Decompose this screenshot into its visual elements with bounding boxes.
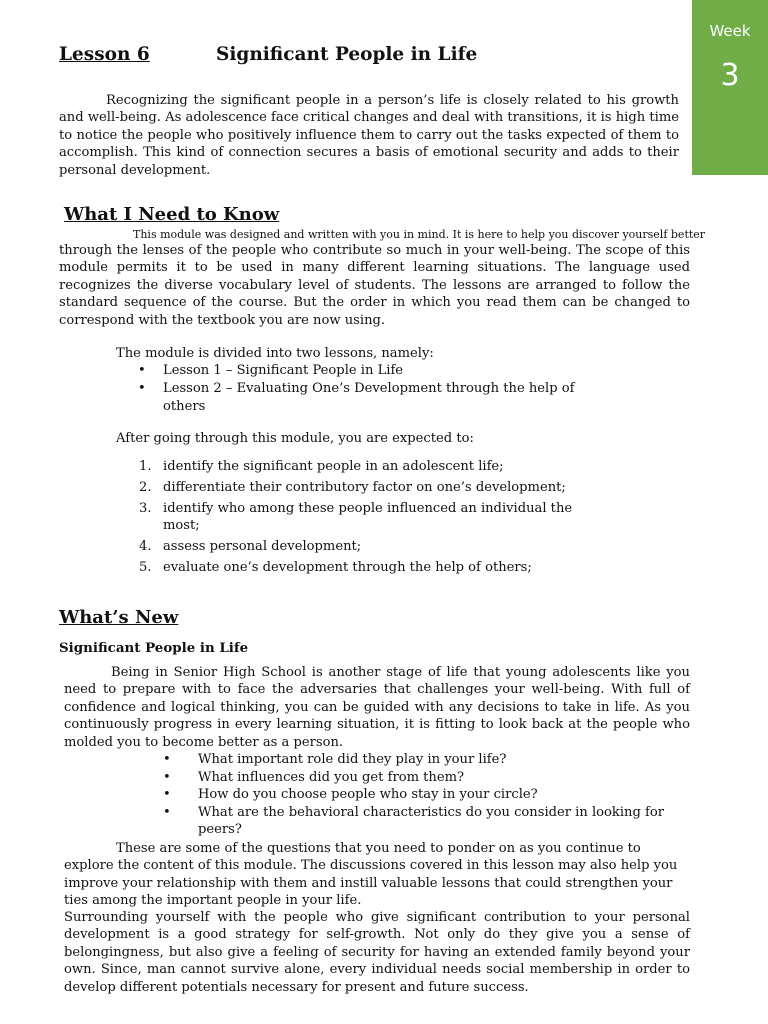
list-text: identify the significant people in an adolescent life; (163, 459, 504, 474)
lesson-title: Significant People in Life (216, 44, 478, 65)
list-item (139, 538, 609, 555)
lesson-title-row (59, 44, 478, 65)
questions-list (163, 751, 690, 839)
need-to-know-heading: What I Need to Know (64, 204, 280, 225)
list-item: • How do you choose people who stay in your circle? (163, 786, 690, 804)
list-number: 1. (139, 459, 152, 474)
list-item (139, 500, 609, 535)
lesson-label: Lesson 6 (59, 44, 150, 65)
whats-new-paragraph-2: These are some of the questions that you need to ponder on as you continue to explore the content of this module. The discussions covered in this lesson may also help you improve your relationship with them and instill valuable lessons that could strengthen your ties among the important people in your life. (64, 841, 678, 909)
list-item: • Lesson 1 – Significant People in Life (138, 362, 608, 380)
list-number: 4. (139, 539, 152, 555)
whats-new-heading: What’s New (59, 607, 179, 628)
list-item: • What important role did they play in your life? (163, 751, 690, 769)
list-item (139, 479, 609, 496)
whats-new-paragraph-1: Being in Senior High School is another stage of life that young adolescents like you need to prepare with to face the adversaries that challenges your well-being. With full of confidence and logical thinking, you can be guided with any decisions to take in life. As you continuously progress in every learning situation, it is fitting to look back at the people who molded you to become better as a person. (64, 665, 690, 750)
list-text: evaluate one’s development through the help of others; (163, 560, 532, 576)
lessons-list (138, 362, 608, 416)
list-number: 3. (139, 500, 152, 516)
list-text: differentiate their contributory factor on one’s development; (163, 479, 566, 495)
lessons-intro: The module is divided into two lessons, namely: (116, 346, 434, 361)
list-item (139, 458, 609, 475)
need-to-know-body: through the lenses of the people who contribute so much in your well-being. The scope of this module permits it to be used in many different learning situations. The language used recognizes the diverse vocabulary level of students. The lessons are arranged to follow the standard sequence of the course. But the order in which you read them can be changed to correspond with the textbook you are now using. (59, 243, 690, 328)
objectives-intro: After going through this module, you are expected to: (116, 431, 474, 446)
list-text: identify who among these people influenced an individual the most; (163, 500, 573, 534)
intro-paragraph: Recognizing the significant people in a person’s life is closely related to his growth and well-being. As adolescence face critical changes and deal with transitions, it is high time to notice the people who positively influence them to carry out the tasks expected of them to accomplish. This kind of connection secures a basis of emotional security and adds to their personal development. (59, 93, 679, 178)
whats-new-paragraph-3: Surrounding yourself with the people who give significant contribution to your personal development is a good strategy for self-growth. Not only do they give you a sense of belongingness, but also give a feeling of security for having an extended family beyond your own. Since, man cannot survive alone, every individual needs social membership in order to develop different potentials necessary for present and future success. (64, 910, 690, 995)
need-to-know-lead: This module was designed and written with you in mind. It is here to help you discover yourself better (133, 228, 706, 241)
list-text: assess personal development; (163, 539, 362, 555)
list-item (139, 559, 609, 576)
week-number: 3 (720, 58, 740, 93)
objectives-list (139, 458, 609, 580)
list-item: • What are the behavioral characteristics do you consider in looking for peers? (163, 804, 690, 839)
week-badge (692, 0, 768, 175)
list-item: • Lesson 2 – Evaluating One’s Development through the help of others (138, 380, 608, 416)
list-item: • What influences did you get from them? (163, 769, 690, 787)
list-number: 2. (139, 479, 152, 495)
week-label: Week (709, 22, 751, 40)
whats-new-subheading: Significant People in Life (59, 640, 249, 656)
list-number: 5. (139, 560, 152, 576)
